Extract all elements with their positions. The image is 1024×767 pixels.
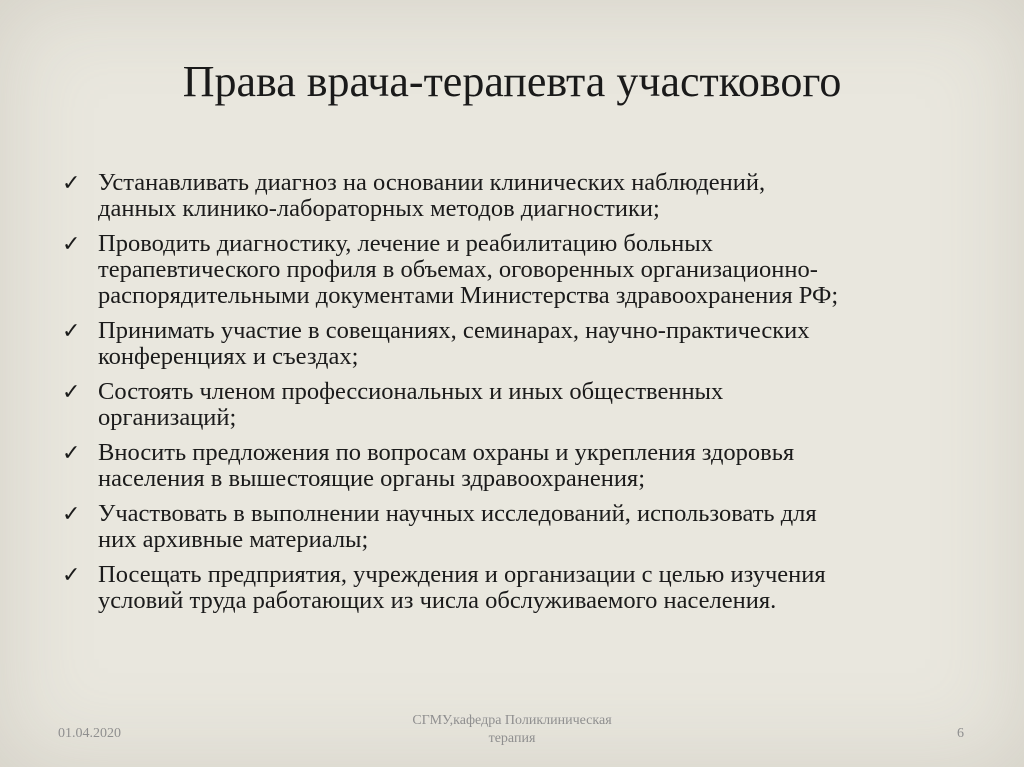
checkmark-icon: ✓: [62, 379, 81, 404]
footer-date: 01.04.2020: [58, 726, 121, 741]
checkmark-icon: ✓: [62, 440, 81, 465]
bullet-line: распорядительными документами Министерства здравоохранения РФ;: [98, 282, 839, 309]
bullet-line: условий труда работающих из числа обслуживаемого населения.: [98, 587, 777, 614]
checkmark-icon: ✓: [62, 501, 81, 526]
bullet-line: Состоять членом профессиональных и иных общественных: [98, 378, 724, 405]
footer-organization: [362, 712, 662, 748]
bullet-line: Участвовать в выполнении научных исследований, использовать для: [98, 500, 817, 527]
bullet-line: организаций;: [98, 404, 237, 431]
bullet-list: [62, 170, 972, 623]
footer-organization-line: терапия: [488, 731, 536, 746]
footer-organization-line: СГМУ,кафедра Поликлиническая: [412, 713, 612, 728]
bullet-item: [62, 379, 972, 431]
bullet-item: [62, 440, 972, 492]
bullet-item: [62, 501, 972, 553]
bullet-line: терапевтического профиля в объемах, оговоренных организационно-: [98, 256, 818, 283]
bullet-line: Проводить диагностику, лечение и реабилитацию больных: [98, 230, 713, 257]
bullet-line: населения в вышестоящие органы здравоохранения;: [98, 465, 646, 492]
bullet-line: данных клинико-лабораторных методов диагностики;: [98, 195, 660, 222]
bullet-item: [62, 562, 972, 614]
bullet-item: [62, 170, 972, 222]
bullet-line: Посещать предприятия, учреждения и организации с целью изучения: [98, 561, 826, 588]
bullet-line: Вносить предложения по вопросам охраны и укрепления здоровья: [98, 439, 795, 466]
checkmark-icon: ✓: [62, 562, 81, 587]
bullet-item: [62, 318, 972, 370]
checkmark-icon: ✓: [62, 318, 81, 343]
bullet-item: [62, 231, 972, 309]
checkmark-icon: ✓: [62, 231, 81, 256]
bullet-line: Устанавливать диагноз на основании клинических наблюдений,: [98, 169, 766, 196]
bullet-line: Принимать участие в совещаниях, семинарах, научно-практических: [98, 317, 810, 344]
page-number: 6: [957, 726, 964, 741]
bullet-line: конференциях и съездах;: [98, 343, 359, 370]
slide-title: Права врача-терапевта участкового: [182, 57, 842, 106]
bullet-line: них архивные материалы;: [98, 526, 369, 553]
checkmark-icon: ✓: [62, 170, 81, 195]
